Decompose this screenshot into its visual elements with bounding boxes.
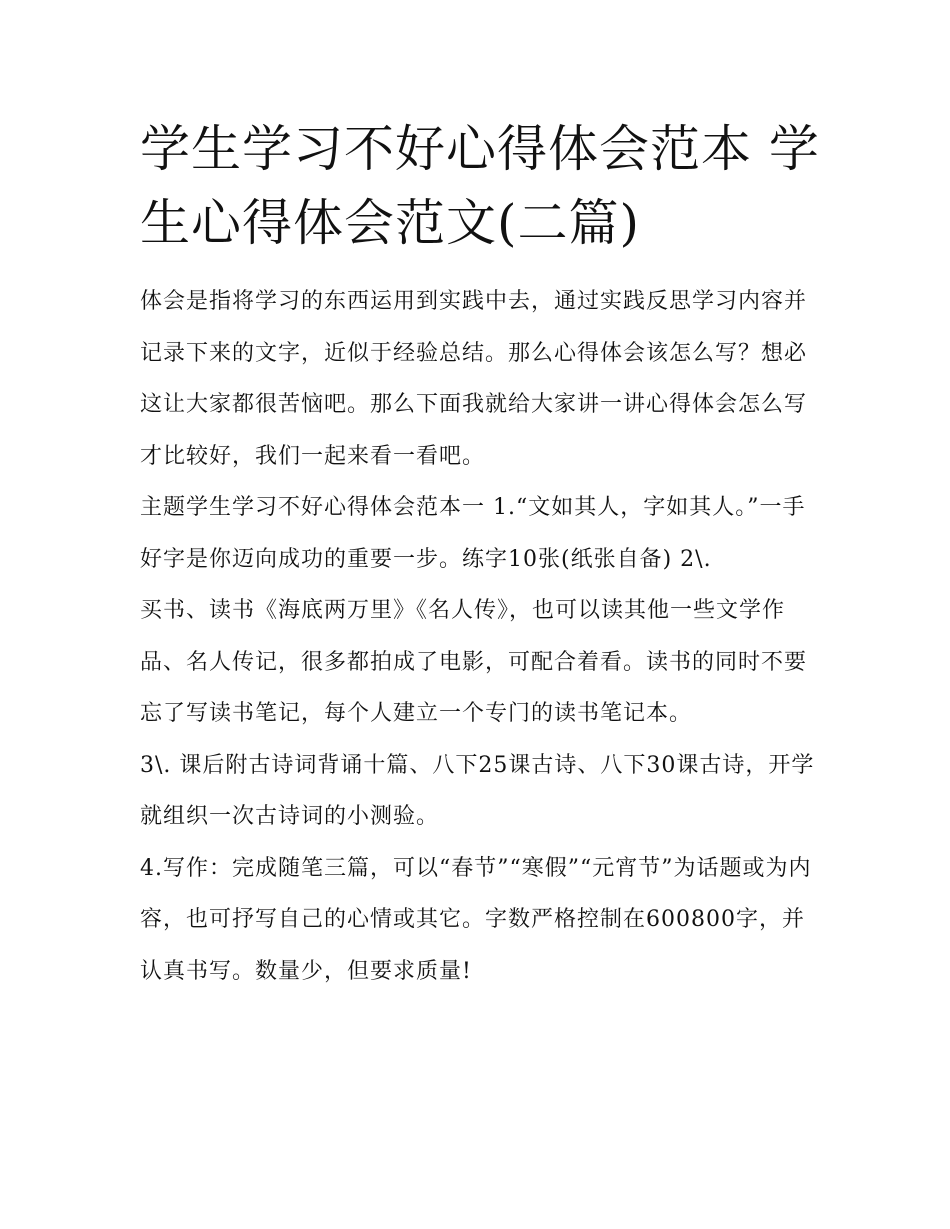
paragraph-intro: 体会是指将学习的东西运用到实践中去，通过实践反思学习内容并记录下来的文字，近似于经验总结。那么心得体会该怎么写？想必这让大家都很苦恼吧。那么下面我就给大家讲一讲心得体会怎么写才比较好，我们一起来看一看吧。	[140, 289, 808, 469]
paragraph-item-4: 4.写作：完成随笔三篇，可以“春节”“寒假”“元宵节”为话题或为内容，也可抒写自己的心情或其它。字数严格控制在600800字，并认真书写。数量少，但要求质量!	[140, 855, 812, 984]
document-body	[140, 276, 820, 997]
paragraph-item-2: 买书、读书《海底两万里》《名人传》，也可以读其他一些文学作品、名人传记，很多都拍成了电影，可配合着看。读书的同时不要忘了写读书笔记，每个人建立一个专门的读书笔记本。	[140, 598, 808, 726]
document-title: 学生学习不好心得体会范本 学生心得体会范文(二篇)	[140, 120, 820, 252]
paragraph-item-3: 3\. 课后附古诗词背诵十篇、八下25课古诗、八下30课古诗，开学就组织一次古诗词的小测验。	[140, 752, 815, 829]
paragraph-item-1: 主题学生学习不好心得体会范本一 1.“文如其人，字如其人。”一手好字是你迈向成功的重要一步。练字10张(纸张自备) 2\.	[140, 495, 806, 572]
